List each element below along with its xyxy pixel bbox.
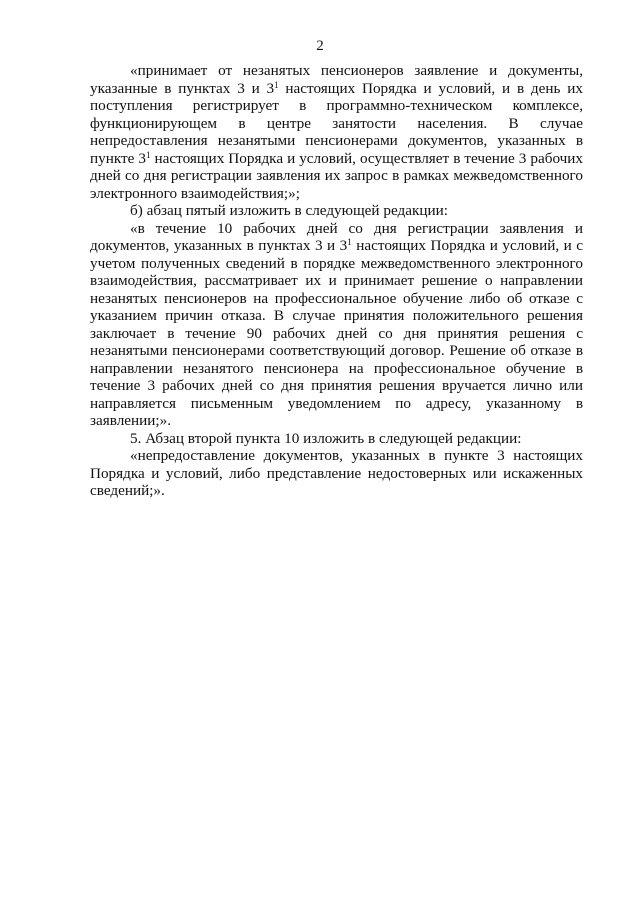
paragraph-text: «принимает от незанятых пенсионеров заявление и документы, указанные в пунктах 3 и 3 [90, 62, 583, 97]
paragraph-text: «в течение 10 рабочих дней со дня регистрации заявления и документов, указанных в пунктах 3 и 3 [90, 219, 583, 254]
paragraph-4 [90, 430, 583, 448]
superscript: 1 [347, 237, 352, 247]
paragraph-1 [90, 62, 583, 202]
paragraph-text: 5. Абзац второй пункта 10 изложить в следующей редакции: [130, 429, 522, 447]
paragraph-text: настоящих Порядка и условий, и с учетом полученных сведений в порядке межведомственного электронного взаимодействия, рассматривает их и принимает решение о направлении незанятых пенсионеров на профессиональное обучение либо об отказе с указанием причин отказа. В случае принятия положительного решения заключает в течение 90 рабочих дней со дня принятия решения с незанятыми пенсионерами соответствующий договор. Решение об отказе в направлении незанятого пенсионера на профессиональное обучение в течение 3 рабочих дней со дня принятия решения вручается лично или направляется письменным уведомлением по адресу, указанному в заявлении;». [90, 237, 583, 429]
superscript: 1 [146, 149, 151, 160]
document-body [90, 62, 583, 500]
page-number: 2 [316, 38, 324, 54]
paragraph-3 [90, 220, 583, 430]
superscript: 1 [274, 79, 279, 90]
paragraph-text: б) абзац пятый изложить в следующей редакции: [130, 202, 448, 219]
paragraph-2 [90, 202, 583, 220]
paragraph-text: настоящих Порядка и условий, осуществляет в течение 3 рабочих дней со дня регистрации заявления их запрос в рамках межведомственного электронного взаимодействия;»; [90, 149, 583, 202]
paragraph-text: «непредоставление документов, указанных в пункте 3 настоящих Порядка и условий, либо представление недостоверных или искаженных сведений;». [90, 447, 583, 499]
paragraph-text: настоящих Порядка и условий, и в день их поступления регистрирует в программно-техническом комплексе, функционирующем в центре занятости населения. В случае непредоставления незанятыми пенсионерами документов, указанных в пункте 3 [90, 79, 583, 167]
paragraph-5 [90, 447, 583, 500]
